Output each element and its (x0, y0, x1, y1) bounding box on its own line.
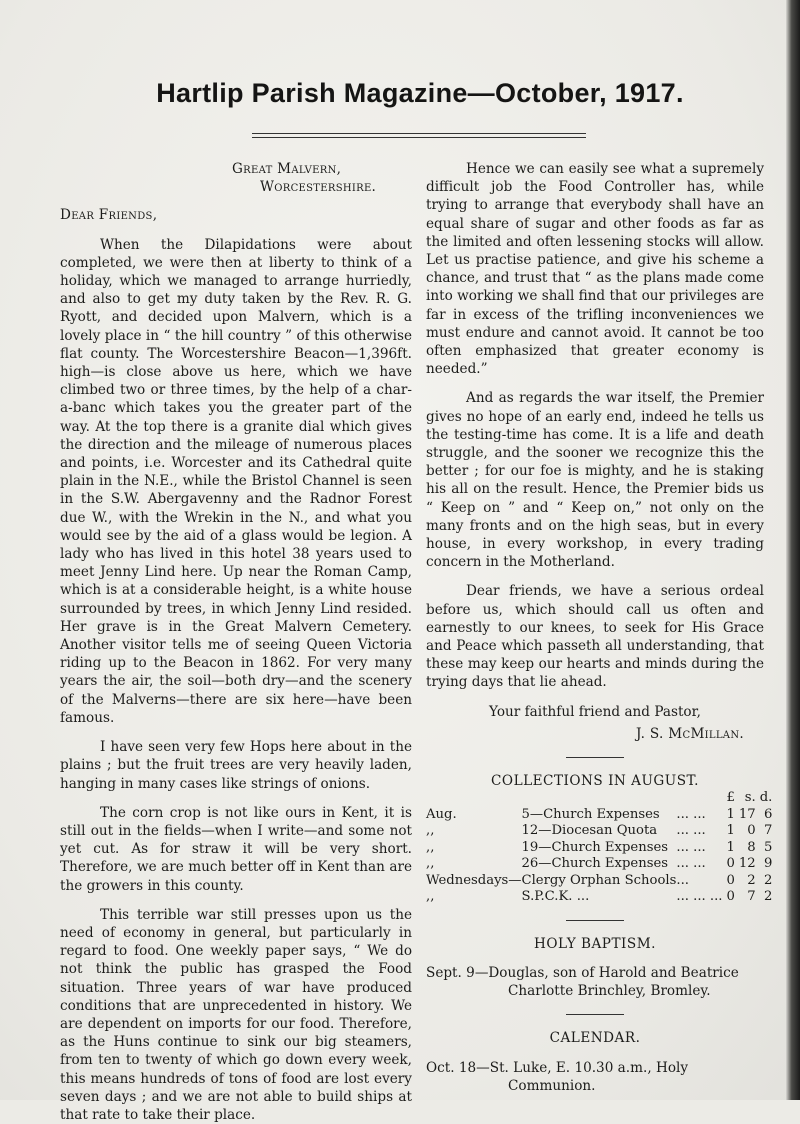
row-shillings: 2 (747, 872, 756, 888)
title-rule (252, 133, 586, 138)
row-shillings: 7 (747, 889, 756, 905)
row-label: 12—Diocesan Quota (521, 823, 658, 839)
row-pounds: 1 (726, 806, 735, 822)
row-label: Clergy Orphan Schools (521, 872, 677, 888)
baptism-entry: Sept. 9—Douglas, son of Harold and Beatrice Charlotte Brinchley, Bromley. (426, 965, 739, 1000)
row-pounds: 0 (726, 856, 735, 872)
collections-header-row (426, 790, 772, 807)
row-prefix: Wednesdays— (426, 872, 522, 888)
left-column (60, 160, 412, 1124)
row-prefix: ,, (426, 839, 435, 855)
row-label: 19—Church Expenses (521, 839, 669, 855)
letter-paragraph-3: The corn crop is not like ours in Kent, it is still out in the fields—when I write—and some not yet cut. As for straw it will be very short. Therefore, we are much better off in Kent than are the growers in this county. (60, 804, 412, 894)
row-dots: ... ... (676, 839, 706, 855)
row-shillings: 0 (747, 823, 756, 839)
pence-header: d. (759, 790, 773, 806)
right-column (426, 160, 773, 1095)
row-shillings: 8 (747, 839, 756, 855)
letter-signature: J. S. McMillan. (635, 725, 744, 742)
row-pence: 2 (763, 889, 773, 905)
pounds-header: £ (726, 790, 735, 806)
collections-table (426, 790, 772, 906)
row-prefix: ,, (426, 856, 435, 872)
row-prefix: ,, (426, 889, 435, 905)
row-label: 26—Church Expenses (521, 856, 669, 872)
row-pence: 5 (763, 839, 773, 855)
section-divider (566, 920, 624, 921)
letter-paragraph-4: This terrible war still presses upon us the need of economy in general, but particularly in regard to food. One weekly paper says, “ We do not think the public has grasped the Food situation. Three years of war have produced conditions that are unprecedented in history. We are dependent on imports for our food. Therefore, as the Huns continue to sink our big steamers, from ten to twenty of which go down every week, this means hundreds of tons of food are lost every seven days ; and we are not able to build ships at that rate to take their place. (60, 906, 412, 1123)
letter-address-line1: Great Malvern, (232, 161, 342, 177)
table-row (426, 823, 772, 840)
row-pence: 7 (763, 823, 773, 839)
row-dots: ... ... (676, 856, 706, 872)
calendar-entry: Oct. 18—St. Luke, E. 10.30 a.m., Holy Communion. (426, 1059, 689, 1094)
row-dots: ... ... (676, 823, 706, 839)
row-pence: 2 (763, 872, 773, 888)
table-row (426, 840, 772, 857)
calendar-heading: CALENDAR. (549, 1030, 641, 1047)
row-dots: ... (676, 872, 689, 888)
table-row (426, 856, 772, 873)
row-prefix: Aug. (426, 806, 457, 822)
row-pounds: 0 (726, 872, 735, 888)
table-row (426, 889, 772, 906)
row-shillings: 12 (738, 856, 756, 872)
row-pence: 6 (763, 806, 773, 822)
binding-edge (786, 0, 800, 1100)
row-dots: ... ... ... (676, 889, 723, 905)
letter-paragraph-6: And as regards the war itself, the Premier gives no hope of an early end, indeed he tells us the testing-time has come. It is a life and death struggle, and the sooner we recognize this the better ; for our foe is mighty, and he is staking his all on the result. Hence, the Premier bids us “ Keep on ” and “ Keep on,” not only on the many fronts and on the high seas, but in every house, in every workshop, in every trading concern in the Motherland. (426, 390, 764, 571)
row-pounds: 1 (726, 823, 735, 839)
letter-closing: Your faithful friend and Pastor, (489, 703, 701, 720)
page-title: Hartlip Parish Magazine—October, 1917. (156, 78, 684, 108)
row-shillings: 17 (738, 806, 756, 822)
letter-paragraph-5: Hence we can easily see what a supremely difficult job the Food Controller has, while trying to arrange that everybody shall have an equal share of sugar and other foods as far as the limited and often lessening stocks will allow. Let us practise patience, and give his scheme a chance, and trust that “ as the plans made come into working we shall find that our privileges are far in excess of the trifling inconveniences we must endure and cannot avoid. It cannot be too often emphasized that greater economy is needed.” (426, 161, 764, 378)
row-prefix: ,, (426, 823, 435, 839)
row-pounds: 1 (726, 839, 735, 855)
row-label: 5—Church Expenses (521, 806, 660, 822)
row-dots: ... ... (676, 806, 706, 822)
row-label: S.P.C.K. ... (521, 889, 590, 905)
letter-paragraph-1: When the Dilapidations were about completed, we were then at liberty to think of a holiday, which we managed to arrange hurriedly, and also to get my duty taken by the Rev. R. G. Ryott, and decided upon Malvern, which is a lovely place in “ the hill country ” of this otherwise flat county. The Worcestershire Beacon—1,396ft. high—is close above us here, which we have climbed two or three times, by the help of a char-a-banc which takes you the greater part of the way. At the top there is a granite dial which gives the direction and the mileage of numerous places and points, i.e. Worcester and its Cathedral quite plain in the N.E., while the Bristol Channel is seen in the S.W. Abergavenny and the Radnor Forest due W., with the Wrekin in the N., and what you would see by the aid of a glass would be legion. A lady who has lived in this hotel 38 years used to meet Jenny Lind here. Up near the Roman Camp, which is at a considerable height, is a white house surrounded by trees, in which Jenny Lind resided. Her grave is in the Great Malvern Cemetery. Another visitor tells me of seeing Queen Victoria riding up to the Beacon in 1862. For very many years the air, the soil—both dry—and the scenery of the Malverns—there are six here—have been famous. (60, 236, 412, 726)
section-divider (566, 757, 624, 758)
shillings-header: s. (744, 790, 756, 806)
letter-paragraph-2: I have seen very few Hops here about in the plains ; but the fruit trees are very heavily laden, hanging in many cases like strings of onions. (60, 739, 412, 792)
letter-salutation: Dear Friends, (60, 207, 158, 224)
table-row (426, 873, 772, 890)
row-pounds: 0 (726, 889, 735, 905)
row-pence: 9 (763, 856, 773, 872)
letter-paragraph-7: Dear friends, we have a serious ordeal before us, which should call us often and earnestly to our knees, to seek for His Grace and Peace which passeth all understanding, that these may keep our hearts and minds during the trying days that lie ahead. (426, 583, 764, 691)
section-divider (566, 1014, 624, 1015)
baptism-heading: HOLY BAPTISM. (534, 935, 656, 952)
collections-heading: COLLECTIONS IN AUGUST. (491, 773, 699, 790)
letter-address-line2: Worcestershire. (260, 179, 377, 196)
table-row (426, 807, 772, 824)
